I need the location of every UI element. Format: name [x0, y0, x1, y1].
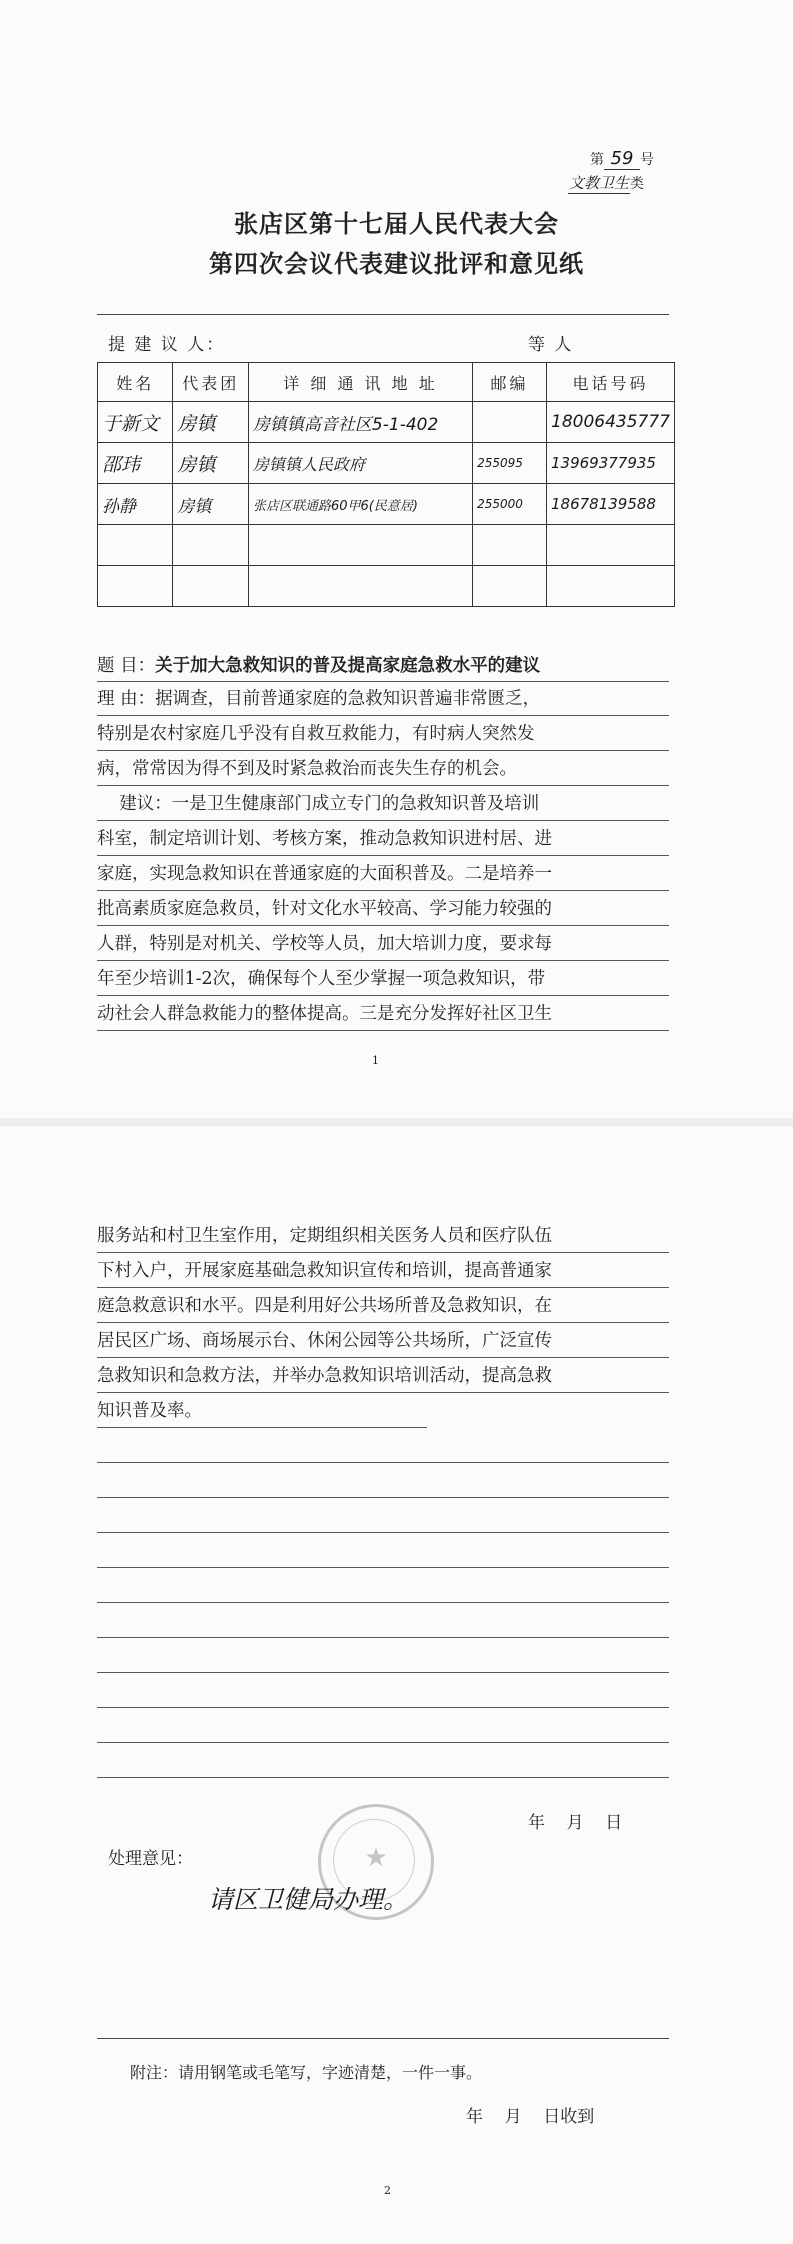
- cell-phone: [547, 566, 675, 607]
- serial-category: [568, 172, 644, 194]
- blank-ruled-line: [97, 1777, 669, 1778]
- blank-ruled-line: [97, 1637, 669, 1638]
- cell-address: [248, 566, 472, 607]
- proposer-label: 提 建 议 人：: [108, 335, 226, 355]
- table-row: [98, 525, 675, 566]
- col-header-name: 姓名: [98, 363, 173, 402]
- cell-name: 于新文: [98, 402, 173, 443]
- reason-text-line: 据调查，目前普通家庭的急救知识普遍非常匮乏，: [155, 689, 541, 709]
- cell-phone: 18006435777: [547, 402, 675, 443]
- reason-label: 理 由：: [97, 689, 156, 709]
- opinion-label: 处理意见：: [108, 1849, 193, 1869]
- blank-ruled-line: [97, 1497, 669, 1498]
- col-header-phone: 电话号码: [547, 363, 675, 402]
- serial-number-value: 59: [604, 148, 640, 170]
- subject-label: 题 目：: [97, 656, 156, 676]
- title-divider: [97, 314, 669, 315]
- reason-text-line: 批高素质家庭急救员，针对文化水平较高、学习能力较强的: [97, 899, 552, 919]
- cell-name: [98, 566, 173, 607]
- reason-text-line: 建议：一是卫生健康部门成立专门的急救知识普及培训: [97, 794, 540, 814]
- serial-suffix: 号: [640, 152, 654, 168]
- cell-address: [248, 525, 472, 566]
- note-divider: [97, 2038, 669, 2039]
- cell-delegation: [173, 525, 248, 566]
- cell-phone: 13969377935: [547, 443, 675, 484]
- page-number-1: 1: [372, 1054, 379, 1067]
- proposer-table: [97, 362, 675, 607]
- blank-ruled-line: [97, 1462, 669, 1463]
- reason-text-line: 动社会人群急救能力的整体提高。三是充分发挥好社区卫生: [97, 1004, 552, 1024]
- serial-category-value: 文教卫生: [568, 174, 629, 192]
- reason-text-line: 特别是农村家庭几乎没有自救互救能力，有时病人突然发: [97, 724, 535, 744]
- official-seal: ★: [318, 1804, 434, 1920]
- table-row: [98, 402, 675, 443]
- serial-number: [590, 148, 654, 170]
- blank-ruled-line: [97, 1567, 669, 1568]
- subject-text: 关于加大急救知识的普及提高家庭急救水平的建议: [155, 656, 541, 676]
- continued-text-line: 下村入户，开展家庭基础急救知识宣传和培训，提高普通家: [97, 1261, 552, 1281]
- table-row: [98, 484, 675, 525]
- blank-ruled-line: [97, 1742, 669, 1743]
- title-line-2: 第四次会议代表建议批评和意见纸: [209, 249, 584, 278]
- cell-postcode: [473, 525, 547, 566]
- blank-ruled-line: [97, 1707, 669, 1708]
- footnote: 附注：请用钢笔或毛笔写，字迹清楚，一件一事。: [130, 2063, 483, 2082]
- cell-postcode: [473, 402, 547, 443]
- ruled-line: [97, 1030, 669, 1031]
- serial-category-suffix: 类: [630, 176, 644, 192]
- table-row: [98, 566, 675, 607]
- cell-delegation: 房镇: [173, 443, 248, 484]
- cell-address: 房镇镇人民政府: [248, 443, 472, 484]
- cell-name: 孙静: [98, 484, 173, 525]
- cell-delegation: 房镇: [173, 484, 248, 525]
- continued-text-line: 知识普及率。: [97, 1401, 202, 1421]
- date-line: 年 月 日: [528, 1813, 623, 1833]
- cell-name: [98, 525, 173, 566]
- cell-postcode: 255095: [473, 443, 547, 484]
- received-date: 年 月 日收到: [466, 2107, 595, 2127]
- ruled-line: [97, 1427, 427, 1428]
- cell-postcode: [473, 566, 547, 607]
- serial-prefix: 第: [590, 152, 604, 168]
- page-1: [0, 0, 793, 1118]
- col-header-delegation: 代表团: [173, 363, 248, 402]
- blank-ruled-line: [97, 1672, 669, 1673]
- cell-postcode: 255000: [473, 484, 547, 525]
- table-header-row: [98, 363, 675, 402]
- reason-line: [97, 681, 669, 717]
- continued-text-line: 急救知识和急救方法，并举办急救知识培训活动，提高急救: [97, 1366, 552, 1386]
- continued-text-line: 庭急救意识和水平。四是利用好公共场所普及急救知识，在: [97, 1296, 552, 1316]
- cell-address: 张店区联通路60甲6(民意居): [248, 484, 472, 525]
- col-header-postcode: 邮编: [473, 363, 547, 402]
- table-row: [98, 443, 675, 484]
- cell-name: 邵玮: [98, 443, 173, 484]
- cell-phone: [547, 525, 675, 566]
- page-number-2: 2: [384, 2184, 391, 2197]
- blank-ruled-line: [97, 1602, 669, 1603]
- proposer-etc-label: 等 人: [528, 335, 574, 355]
- title-line-1: 张店区第十七届人民代表大会: [234, 209, 559, 238]
- cell-address: 房镇镇高音社区5-1-402: [248, 402, 472, 443]
- cell-phone: 18678139588: [547, 484, 675, 525]
- continued-text-line: 居民区广场、商场展示台、休闲公园等公共场所，广泛宣传: [97, 1331, 552, 1351]
- reason-text-line: 人群，特别是对机关、学校等人员，加大培训力度，要求每: [97, 934, 552, 954]
- subject-line: [97, 648, 669, 684]
- col-header-address: 详 细 通 讯 地 址: [248, 363, 472, 402]
- reason-text-line: 年至少培训1-2次，确保每个人至少掌握一项急救知识，带: [97, 969, 546, 989]
- cell-delegation: 房镇: [173, 402, 248, 443]
- reason-text-line: 家庭，实现急救知识在普通家庭的大面积普及。二是培养一: [97, 864, 552, 884]
- blank-ruled-line: [97, 1532, 669, 1533]
- reason-text-line: 病，常常因为得不到及时紧急救治而丧失生存的机会。: [97, 759, 517, 779]
- opinion-handwritten: 请区卫健局办理。: [208, 1885, 409, 1914]
- reason-text-line: 科室，制定培训计划、考核方案，推动急救知识进村居、进: [97, 829, 552, 849]
- continued-text-line: 服务站和村卫生室作用，定期组织相关医务人员和医疗队伍: [97, 1226, 552, 1246]
- cell-delegation: [173, 566, 248, 607]
